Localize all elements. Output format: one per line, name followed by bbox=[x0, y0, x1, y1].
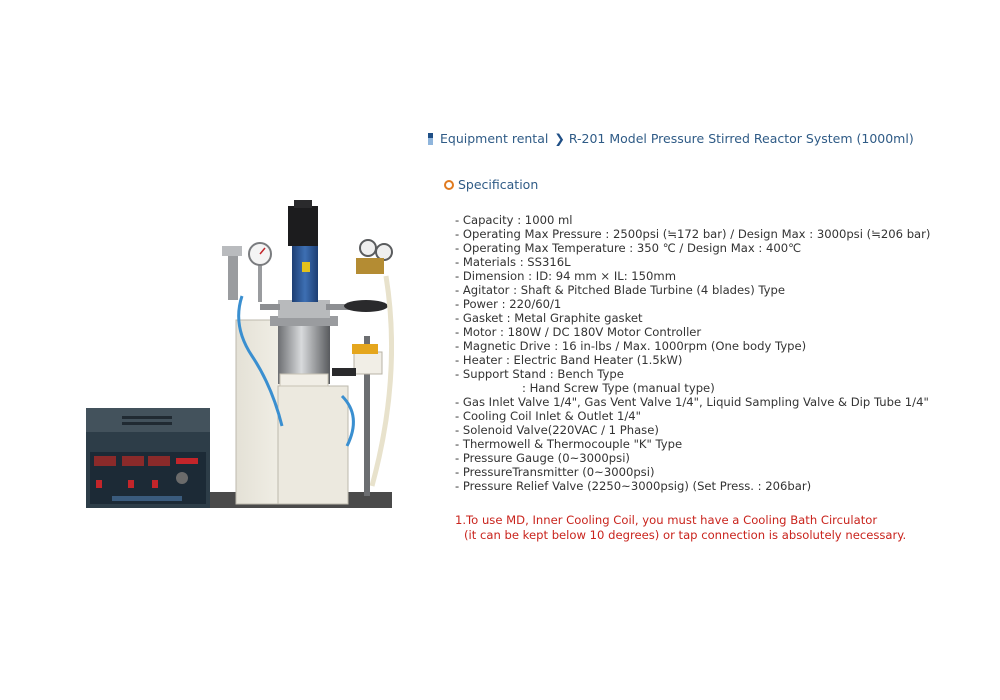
spec-item: - Gasket : Metal Graphite gasket bbox=[455, 311, 643, 325]
specification-heading bbox=[444, 177, 538, 192]
note-line-1: 1.To use MD, Inner Cooling Coil, you must have a Cooling Bath Circulator bbox=[455, 513, 878, 527]
chevron-right-icon: ❯ bbox=[554, 131, 565, 146]
spec-item: - Agitator : Shaft & Pitched Blade Turbine (4 blades) Type bbox=[455, 283, 786, 297]
spec-item: - Pressure Relief Valve (2250~3000psig) (Set Press. : 206bar) bbox=[455, 479, 812, 493]
note-line-2: (it can be kept below 10 degrees) or tap connection is absolutely necessary. bbox=[464, 528, 907, 542]
spec-item: - Solenoid Valve(220VAC / 1 Phase) bbox=[455, 423, 659, 437]
spec-item: - Magnetic Drive : 16 in-lbs / Max. 1000rpm (One body Type) bbox=[455, 339, 807, 353]
spec-item: - Motor : 180W / DC 180V Motor Controller bbox=[455, 325, 702, 339]
spec-item: - Support Stand : Bench Type bbox=[455, 367, 624, 381]
spec-item: - Thermowell & Thermocouple "K" Type bbox=[455, 437, 683, 451]
spec-item: - Materials : SS316L bbox=[455, 255, 571, 269]
spec-item: - Heater : Electric Band Heater (1.5kW) bbox=[455, 353, 683, 367]
circle-bullet-icon bbox=[444, 180, 454, 190]
spec-item: - PressureTransmitter (0~3000psi) bbox=[455, 465, 655, 479]
spec-item: - Power : 220/60/1 bbox=[455, 297, 562, 311]
specification-list bbox=[455, 213, 930, 493]
spec-item: - Gas Inlet Valve 1/4", Gas Vent Valve 1/4", Liquid Sampling Valve & Dip Tube 1/4" bbox=[455, 395, 929, 409]
spec-item: - Pressure Gauge (0~3000psi) bbox=[455, 451, 630, 465]
usage-note bbox=[455, 513, 906, 543]
specification-title: Specification bbox=[458, 177, 539, 192]
spec-item: - Operating Max Pressure : 2500psi (≒172 bar) / Design Max : 3000psi (≒206 bar) bbox=[455, 227, 931, 241]
spec-item: - Cooling Coil Inlet & Outlet 1/4" bbox=[455, 409, 641, 423]
breadcrumb bbox=[428, 131, 914, 146]
breadcrumb-page: R-201 Model Pressure Stirred Reactor System (1000ml) bbox=[568, 131, 914, 146]
bar-icon bbox=[428, 133, 433, 145]
spec-item: - Capacity : 1000 ml bbox=[455, 213, 573, 227]
reactor-system-image bbox=[82, 196, 394, 516]
spec-item-continued: : Hand Screw Type (manual type) bbox=[522, 381, 715, 395]
breadcrumb-section[interactable]: Equipment rental bbox=[440, 131, 549, 146]
spec-item: - Operating Max Temperature : 350 ℃ / Design Max : 400℃ bbox=[455, 241, 802, 255]
spec-item: - Dimension : ID: 94 mm × IL: 150mm bbox=[455, 269, 677, 283]
